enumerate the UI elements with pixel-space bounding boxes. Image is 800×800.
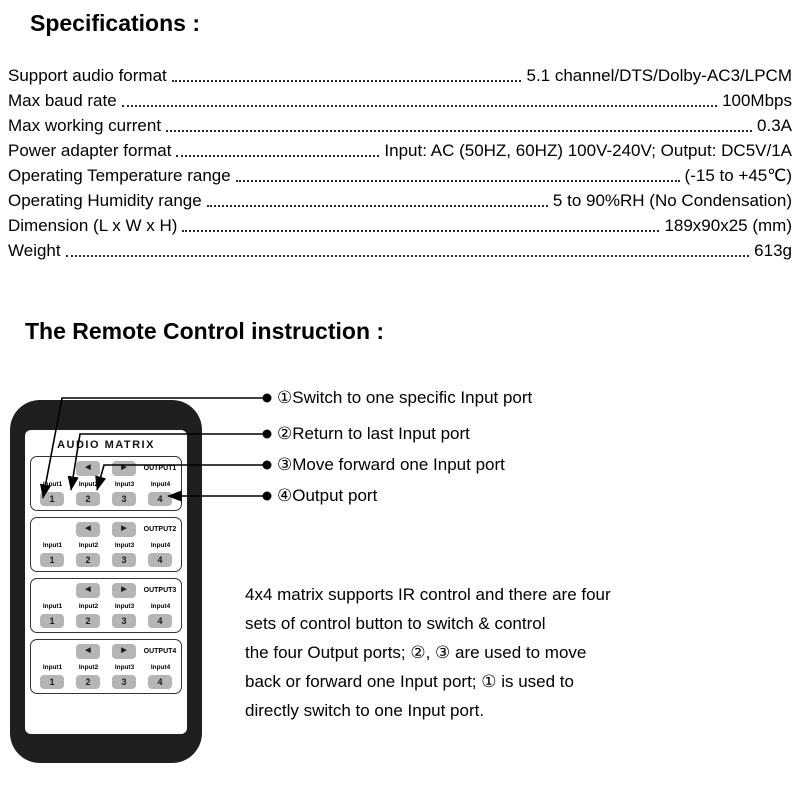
input-label: Input1 (42, 480, 62, 488)
input-label: Input1 (42, 602, 62, 610)
dot-leader (236, 180, 680, 182)
description-line: 4x4 matrix supports IR control and there are four (245, 585, 611, 604)
output-label: OUTPUT1 (143, 465, 177, 472)
spec-value: 5.1 channel/DTS/Dolby-AC3/LPCM (526, 66, 792, 85)
input-label: Input2 (78, 663, 98, 671)
output-label: OUTPUT4 (143, 648, 177, 655)
input-label: Input2 (78, 480, 98, 488)
callout-output-port: ④Output port (277, 486, 378, 505)
prev-input-icon: ◀ (76, 583, 100, 598)
spec-value: 613g (754, 241, 792, 260)
spec-label: Weight (8, 241, 61, 260)
input-label: Input3 (114, 541, 134, 549)
spec-row-humidity (8, 186, 792, 211)
spacer (40, 645, 64, 659)
spec-label: Dimension (L x W x H) (8, 216, 178, 235)
next-input-icon: ▶ (112, 644, 136, 659)
input-button: 2 (76, 614, 100, 628)
remote-group-output2 (30, 517, 182, 572)
prev-input-icon: ◀ (76, 522, 100, 537)
input-button: 4 (148, 553, 172, 567)
spacer (40, 523, 64, 537)
spec-value: Input: AC (50HZ, 60HZ) 100V-240V; Output: DC5V/1A (384, 141, 792, 160)
dot-leader (66, 255, 750, 257)
output-label: OUTPUT2 (143, 526, 177, 533)
prev-input-icon: ◀ (76, 644, 100, 659)
input-label: Input3 (114, 663, 134, 671)
callout-forward-input: ③Move forward one Input port (277, 455, 505, 474)
remote-panel (25, 430, 187, 734)
spec-row-audio-format (8, 61, 792, 86)
next-input-icon: ▶ (112, 583, 136, 598)
input-label: Input4 (150, 541, 170, 549)
input-label: Input1 (42, 541, 62, 549)
spec-row-dimension (8, 211, 792, 236)
input-button: 3 (112, 492, 136, 506)
spec-label: Power adapter format (8, 141, 172, 160)
dot-leader (172, 80, 522, 82)
description-line: back or forward one Input port; ① is used to (245, 672, 574, 691)
input-label: Input3 (114, 602, 134, 610)
callout-switch-input: ①Switch to one specific Input port (277, 388, 533, 407)
input-button: 1 (40, 614, 64, 628)
spec-label: Max working current (8, 116, 162, 135)
spec-value: 189x90x25 (mm) (664, 216, 792, 235)
callout-return-input: ②Return to last Input port (277, 424, 470, 443)
input-button: 3 (112, 553, 136, 567)
input-button: 2 (76, 553, 100, 567)
input-label: Input4 (150, 602, 170, 610)
dot-leader (207, 205, 548, 207)
remote-group-output1 (30, 456, 182, 511)
spec-label: Support audio format (8, 66, 167, 85)
remote-group-output4 (30, 639, 182, 694)
input-button: 4 (148, 675, 172, 689)
spec-label: Max baud rate (8, 91, 117, 110)
spec-label: Operating Humidity range (8, 191, 202, 210)
input-button: 1 (40, 492, 64, 506)
input-button: 2 (76, 675, 100, 689)
input-button: 4 (148, 492, 172, 506)
dot-leader (166, 130, 752, 132)
description-line: directly switch to one Input port. (245, 701, 485, 720)
input-button: 2 (76, 492, 100, 506)
spec-row-temperature (8, 161, 792, 186)
callout-dot-3 (263, 461, 272, 470)
input-label: Input4 (150, 663, 170, 671)
input-button: 3 (112, 675, 136, 689)
input-button: 4 (148, 614, 172, 628)
input-label: Input3 (114, 480, 134, 488)
dot-leader (176, 155, 379, 157)
spec-value: 5 to 90%RH (No Condensation) (552, 191, 792, 210)
dot-leader (122, 105, 717, 107)
input-button: 1 (40, 553, 64, 567)
spec-value: 100Mbps (722, 91, 792, 110)
spacer (40, 462, 64, 476)
spacer (40, 584, 64, 598)
callout-dot-4 (263, 492, 272, 501)
specifications-list (8, 61, 792, 261)
description-line: sets of control button to switch & control (245, 614, 546, 633)
spec-row-working-current (8, 111, 792, 136)
callout-dot-1 (263, 394, 272, 403)
spec-value: (-15 to +45℃) (684, 166, 792, 185)
input-label: Input2 (78, 602, 98, 610)
output-label: OUTPUT3 (143, 587, 177, 594)
input-button: 1 (40, 675, 64, 689)
dot-leader (182, 230, 659, 232)
next-input-icon: ▶ (112, 522, 136, 537)
spec-row-power-adapter (8, 136, 792, 161)
prev-input-icon: ◀ (76, 461, 100, 476)
remote-control-illustration (10, 400, 202, 763)
next-input-icon: ▶ (112, 461, 136, 476)
description-line: the four Output ports; ②, ③ are used to move (245, 643, 587, 662)
callout-dot-2 (263, 430, 272, 439)
input-label: Input4 (150, 480, 170, 488)
input-label: Input2 (78, 541, 98, 549)
spec-row-baud-rate (8, 86, 792, 111)
input-label: Input1 (42, 663, 62, 671)
remote-description (245, 580, 685, 725)
spec-label: Operating Temperature range (8, 166, 231, 185)
remote-brand-label: AUDIO MATRIX (57, 439, 155, 451)
input-button: 3 (112, 614, 136, 628)
spec-row-weight (8, 236, 792, 261)
remote-group-output3 (30, 578, 182, 633)
spec-value: 0.3A (757, 116, 792, 135)
remote-instruction-heading: The Remote Control instruction : (25, 318, 385, 344)
specifications-heading: Specifications : (30, 10, 200, 36)
